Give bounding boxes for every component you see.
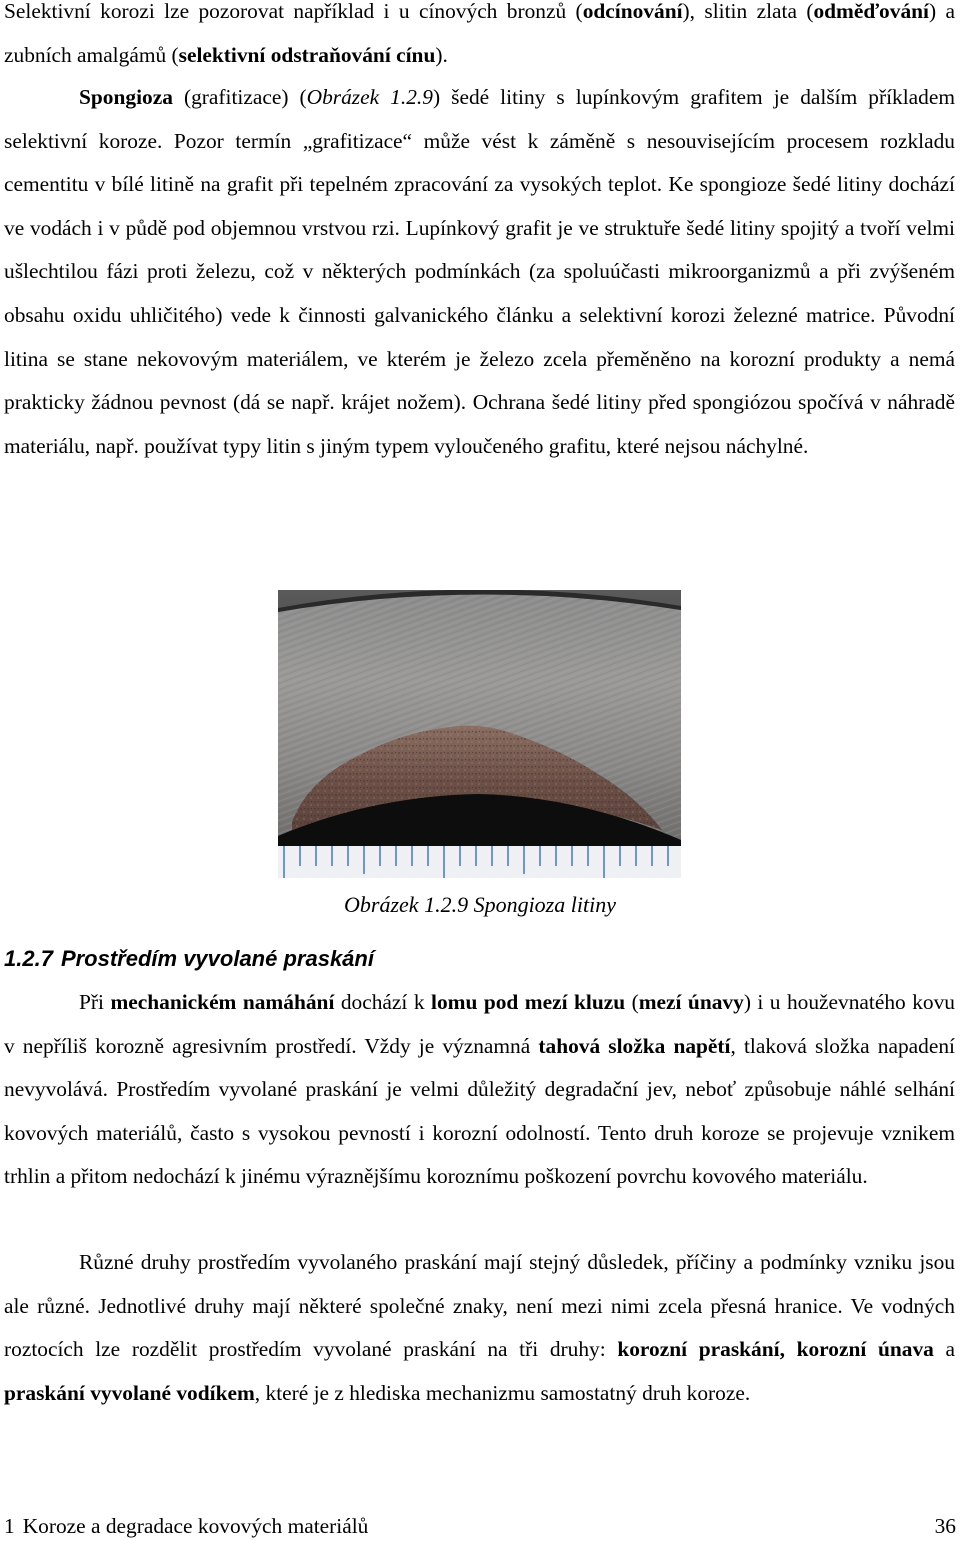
spongiosis-photo (278, 590, 681, 878)
bold-term: praskání vyvolané vodíkem (4, 1380, 255, 1405)
bold-term: odcínování (582, 0, 683, 23)
bold-term: lomu pod mezí kluzu (431, 990, 626, 1014)
section-heading (4, 943, 374, 975)
section-number: 1.2.7 (4, 946, 53, 971)
paragraph-cracking-types (4, 1241, 955, 1415)
chapter-title: Koroze a degradace kovových materiálů (22, 1514, 369, 1538)
chapter-number: 1 (4, 1514, 15, 1538)
text-run: ), slitin zlata ( (682, 0, 814, 23)
text-run: ( (625, 990, 639, 1014)
text-run: (grafitizace) ( (172, 85, 307, 109)
text-run: dochází k (334, 990, 431, 1014)
section-title: Prostředím vyvolané praskání (60, 946, 374, 971)
bold-term: mezí únavy (638, 990, 744, 1014)
text-run: ) a zubních amalgámů ( (4, 0, 956, 67)
paragraph-selective-corrosion (4, 0, 955, 77)
page-footer-chapter (4, 1511, 368, 1541)
figure-caption: Obrázek 1.2.9 Spongioza litiny (344, 892, 616, 917)
bold-term: mechanickém namáhání (110, 990, 335, 1014)
page-number: 36 (934, 1514, 956, 1538)
text-run: a (933, 1337, 955, 1362)
bold-term: selektivní odstraňování cínu (178, 42, 436, 67)
text-run: Selektivní korozi lze pozorovat například i u cínových bronzů ( (4, 0, 583, 23)
paragraph-spongiosis (4, 76, 955, 468)
text-run: , tlaková složka napadení nevyvolává. Prostředím vyvolané praskání je velmi důležitý degradační jev, neboť způsobuje náhlé selhání kovových materiálů, často s vysokou pevností i korozní odolností. Tento druh koroze se projevuje vznikem trhlin a přitom nedochází k jinému výraznějšímu koroznímu poškození povrchu kovového materiálu. (4, 1033, 955, 1189)
bold-term: odměďování (813, 0, 929, 23)
bold-term: korozní praskání, korozní únava (617, 1337, 934, 1362)
text-run: ). (435, 42, 448, 67)
figure-reference: Obrázek 1.2.9 (306, 85, 433, 109)
text-run: ) i u houževnatého kovu v nepříliš korozně agresivním prostředí. Vždy je významná (4, 990, 956, 1058)
bold-term: tahová složka napětí (538, 1033, 731, 1058)
text-run: Při (79, 990, 111, 1014)
bold-term: Spongioza (79, 85, 173, 109)
paragraph-environment-cracking (4, 981, 955, 1199)
text-run: Různé druhy prostředím vyvolaného praskání mají stejný důsledek, příčiny a podmínky vzniku jsou ale různé. Jednotlivé druhy mají některé společné znaky, není mezi nimi zcela přesná hranice. Ve vodných roztocích lze rozdělit prostředím vyvolané praskání na tři druhy: (4, 1250, 955, 1362)
text-run: ) šedé litiny s lupínkovým grafitem je dalším příkladem selektivní koroze. Pozor termín „grafitizace“ může vést k záměně s nesouvisejícím procesem rozkladu cementitu v bílé litině na grafit při tepelném zpracování za vysokých teplot. Ke spongioze šedé litiny dochází ve vodách i v půdě pod objemnou vrstvou rzi. Lupínkový grafit je ve struktuře šedé litiny spojitý a tvoří velmi ušlechtilou fázi proti železu, což v některých podmínkách (za spoluúčasti mikroorganizmů a při zvýšeném obsahu oxidu uhličitého) vede k činnosti galvanického článku a selektivní korozi železné matrice. Původní litina se stane nekovovým materiálem, ve kterém je železo zcela přeměněno na korozní produkty a nemá prakticky žádnou pevnost (dá se např. krájet nožem). Ochrana šedé litiny před spongiózou spočívá v náhradě materiálu, např. používat typy litin s jiným typem vyloučeného grafitu, které nejsou náchylné. (4, 85, 955, 458)
text-run: , které je z hlediska mechanizmu samostatný druh koroze. (254, 1380, 751, 1405)
